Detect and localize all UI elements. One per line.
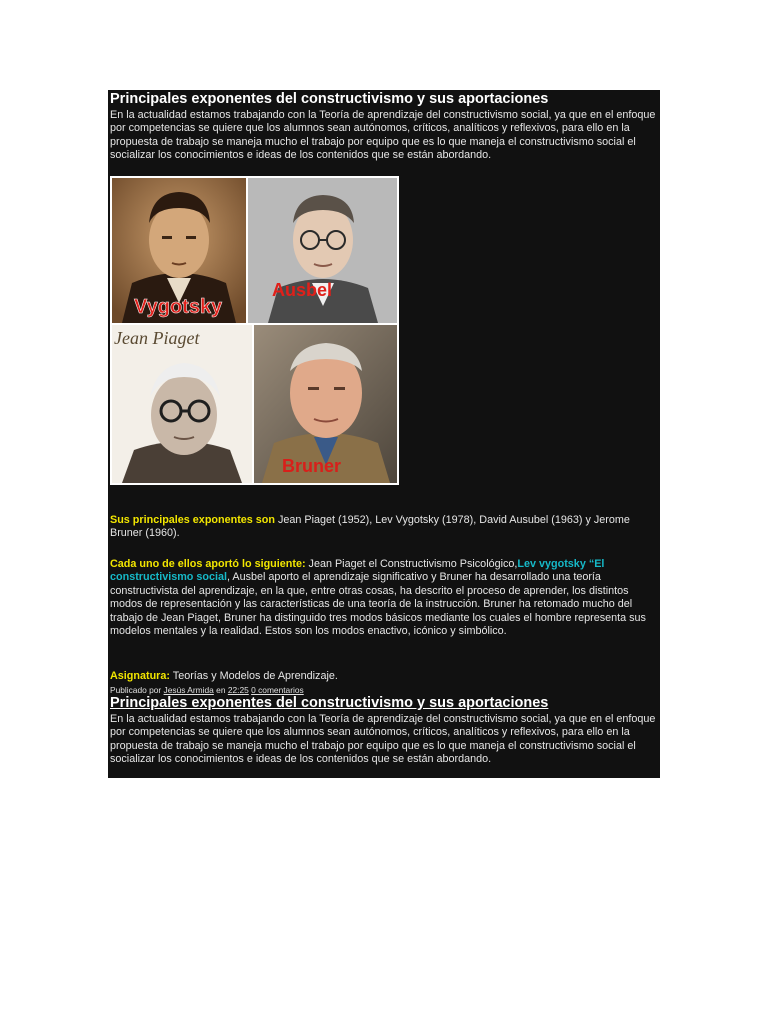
at-label: en [216,685,226,695]
exponentes-paragraph [110,514,656,541]
post-title[interactable] [110,91,548,108]
ausbel-label: Ausbel [272,280,333,300]
asignatura-line [110,670,656,683]
exponentes-lead: Sus principales exponentes son [110,514,276,526]
vygotsky-label: Vygotsky [134,296,223,318]
bruner-photo [254,325,397,483]
asignatura-text: Teorías y Modelos de Aprendizaje. [170,670,338,682]
ausbel-photo [248,178,397,323]
post-intro: En la actualidad estamos trabajando con la Teoría de aprendizaje del constructivismo social, ya que en el enfoque por competencias se quiere que los alumnos sean autónomos, críticos, analíticos y reflexivos, para ello en la propuesta de trabajo se maneja mucho el trabajo por equipo que es lo que maneja el constructivismo social el socializar los conocimientos e ideas de los contenidos que se están abordando. [110,109,656,162]
ausbel-portrait-icon [248,178,397,323]
published-by-label: Publicado por [110,685,162,695]
blog-post-panel [108,90,660,778]
exponentes-text: Jean Piaget (1952), Lev Vygotsky (1978), David Ausubel (1963) y Jerome Bruner (1960). [110,514,630,540]
piaget-photo [112,325,252,483]
post-meta [110,685,304,695]
aportes-lead: Cada uno de ellos aportó lo siguiente: [110,558,306,570]
post-title-2[interactable] [110,695,548,712]
post-title-2-text[interactable]: Principales exponentes del constructivismo y sus aportaciones [110,695,549,711]
aportes-text-1: Jean Piaget el Constructivismo Psicológico, [305,558,518,570]
time-link[interactable]: 22:25 [227,685,249,695]
post-intro-2: En la actualidad estamos trabajando con la Teoría de aprendizaje del constructivismo social, ya que en el enfoque por competencias se quiere que los alumnos sean autónomos, críticos, analíticos y reflexivos, para ello en la propuesta de trabajo se maneja mucho el trabajo por equipo que es lo que maneja el constructivismo social el socializar los conocimientos e ideas de los contenidos que se están abordando. [110,713,656,766]
bruner-label: Bruner [282,456,342,476]
aportes-paragraph [110,558,656,638]
piaget-label: Jean Piaget [114,328,200,348]
vygotsky-constructivismo-link[interactable]: Lev vygotsky “El constructivismo social [110,558,605,584]
constructivists-photo-collage [110,176,399,485]
author-link[interactable]: Jesús Armida [163,685,214,695]
aportes-text-2: , Ausbel aporto el aprendizaje significativo y Bruner ha desarrollado una teoría constructivista del aprendizaje, en la que, entre otras cosas, ha descrito el proceso de aprender, los distintos modos de representación y las características de una teoría de la instrucción. Bruner ha retomado mucho del trabajo de Jean Piaget, Bruner ha distinguido tres modos básicos mediante los cuales el hombre representa sus modelos mentales y la realidad. Estos son los modos enactivo, icónico y simbólico. [110,571,646,638]
vygotsky-photo [112,178,246,323]
post-title-text[interactable]: Principales exponentes del constructivismo y sus aportaciones [110,91,549,107]
comments-link[interactable]: 0 comentarios [251,685,304,695]
asignatura-lead: Asignatura: [110,670,170,682]
